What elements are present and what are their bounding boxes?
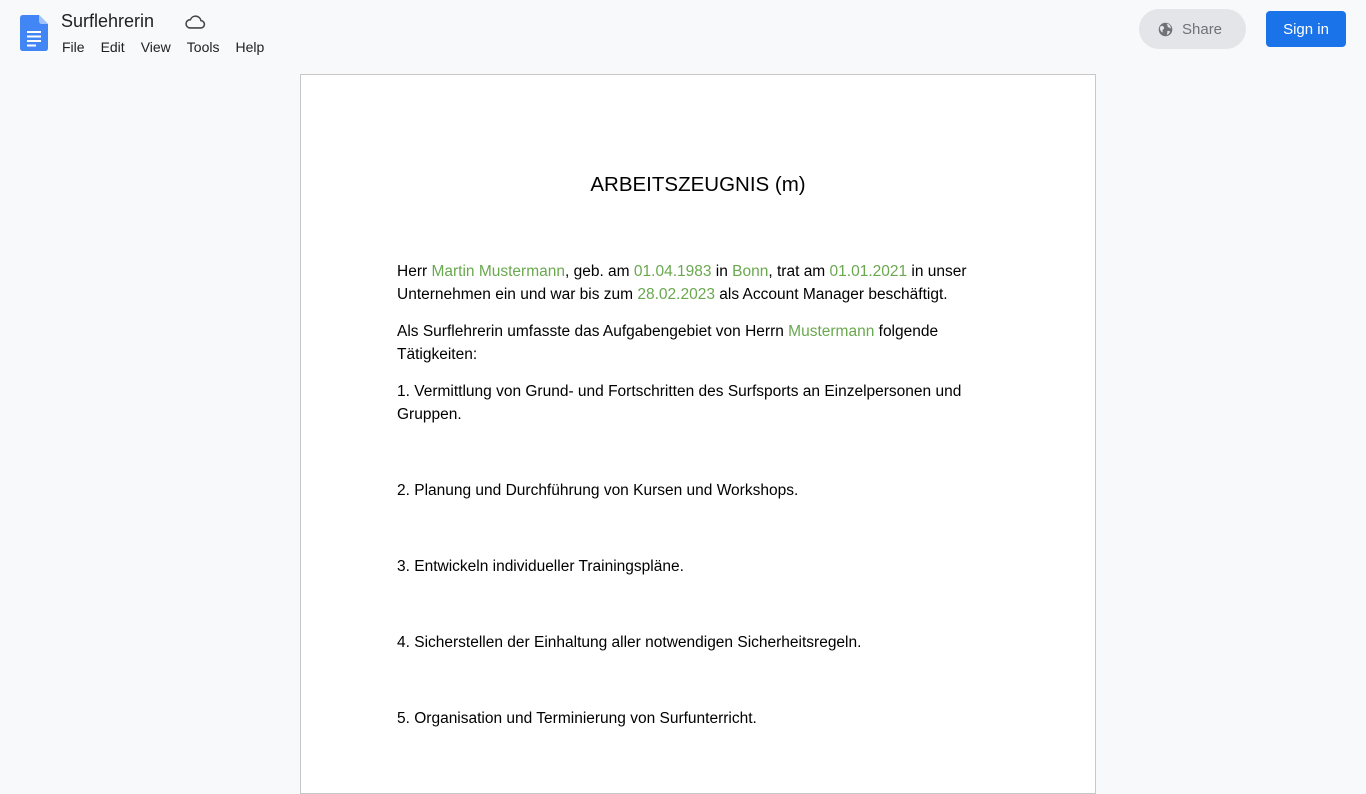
share-button[interactable] (1139, 9, 1246, 49)
text: in (711, 263, 733, 280)
placeholder-start-date: 01.01.2021 (829, 263, 908, 280)
placeholder-city: Bonn (732, 263, 769, 280)
paragraph-intro (397, 261, 997, 306)
cloud-saved-icon[interactable] (184, 12, 206, 32)
task-item-3: 3. Entwickeln individueller Trainingspläne. (397, 558, 684, 575)
text: , trat am (768, 263, 830, 280)
menu-view[interactable]: View (140, 39, 171, 55)
menu-bar (54, 36, 272, 58)
document-page[interactable] (300, 74, 1096, 794)
menu-help[interactable]: Help (235, 39, 265, 55)
document-title[interactable]: Surflehrerin (61, 11, 155, 31)
task-item-4: 4. Sicherstellen der Einhaltung aller notwendigen Sicherheitsregeln. (397, 634, 862, 651)
text: Herr (397, 263, 432, 280)
task-item-1: 1. Vermittlung von Grund- und Fortschritten des Surfsports an Einzelpersonen und Gruppen. (397, 383, 962, 423)
placeholder-birth-date: 01.04.1983 (633, 263, 712, 280)
menu-tools[interactable]: Tools (186, 39, 220, 55)
placeholder-surname: Mustermann (788, 323, 875, 340)
menu-edit[interactable]: Edit (100, 39, 125, 55)
top-bar (0, 0, 1366, 64)
globe-icon (1157, 21, 1174, 38)
placeholder-name: Martin Mustermann (431, 263, 565, 280)
text: , geb. am (564, 263, 634, 280)
task-item-5: 5. Organisation und Terminierung von Surfunterricht. (397, 710, 757, 727)
menu-file[interactable]: File (62, 39, 85, 55)
paragraph-tasks-intro (397, 321, 997, 366)
google-docs-icon[interactable] (20, 15, 48, 51)
text: als Account Manager beschäftigt. (714, 285, 948, 303)
share-label: Share (1182, 20, 1223, 38)
text: folgende Tätigkeiten: (397, 323, 939, 363)
text: Als Surflehrerin umfasste das Aufgabengebiet von Herrn (397, 323, 789, 340)
document-heading: ARBEITSZEUGNIS (m) (590, 173, 806, 196)
task-item-2: 2. Planung und Durchführung von Kursen und Workshops. (397, 482, 799, 499)
sign-in-button[interactable]: Sign in (1266, 11, 1346, 47)
placeholder-end-date: 28.02.2023 (637, 285, 715, 303)
text: in unser Unternehmen ein und war bis zum (397, 263, 967, 303)
